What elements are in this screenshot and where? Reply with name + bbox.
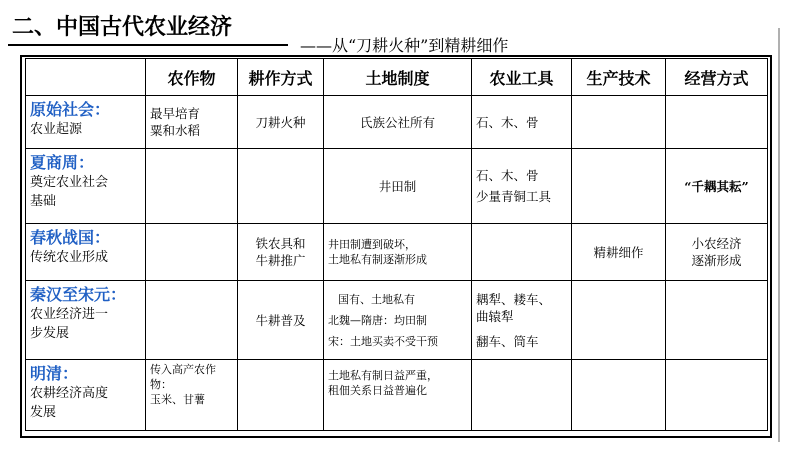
crops-cell bbox=[146, 224, 238, 281]
crops-text: 传入高产农作 bbox=[150, 363, 216, 376]
farming-cell bbox=[238, 281, 324, 360]
tools-text: 少量青铜工具 bbox=[476, 189, 552, 204]
era-cell bbox=[26, 149, 146, 224]
land-cell bbox=[324, 224, 472, 281]
tools-cell bbox=[472, 360, 572, 431]
mgmt-cell bbox=[666, 149, 768, 224]
land-cell bbox=[324, 149, 472, 224]
tech-cell bbox=[572, 96, 666, 149]
crops-cell bbox=[146, 96, 238, 149]
page-title: 二、中国古代农业经济 bbox=[12, 15, 233, 40]
header-land: 土地制度 bbox=[324, 59, 472, 96]
era-desc: 发展 bbox=[30, 405, 57, 420]
era-name: 夏商周： bbox=[30, 153, 95, 172]
era-desc: 传统农业形成 bbox=[30, 250, 109, 265]
table-row bbox=[26, 149, 768, 224]
mgmt-cell bbox=[666, 96, 768, 149]
header-crops: 农作物 bbox=[146, 59, 238, 96]
tools-text: 石、木、骨 bbox=[476, 168, 539, 183]
table-row bbox=[26, 360, 768, 431]
slide-edge bbox=[778, 28, 780, 442]
farming-text: 牛耕普及 bbox=[255, 312, 306, 328]
tech-cell bbox=[572, 149, 666, 224]
mgmt-cell bbox=[666, 360, 768, 431]
era-name: 秦汉至宋元： bbox=[30, 285, 127, 304]
land-text: 租佃关系日益普遍化 bbox=[328, 384, 427, 397]
land-text: 国有、土地私有 bbox=[338, 292, 415, 306]
land-text: 氏族公社所有 bbox=[359, 114, 435, 130]
mgmt-text: “千耦其耘” bbox=[684, 178, 749, 194]
farming-cell bbox=[238, 149, 324, 224]
crops-cell bbox=[146, 360, 238, 431]
era-desc: 基础 bbox=[30, 194, 57, 209]
table-row bbox=[26, 281, 768, 360]
crops-text: 粟和水稻 bbox=[150, 123, 201, 138]
mgmt-text: 逐渐形成 bbox=[691, 253, 742, 268]
crops-text: 最早培育 bbox=[150, 106, 201, 121]
land-text: 土地私有制逐渐形成 bbox=[328, 253, 427, 266]
era-desc: 步发展 bbox=[30, 326, 70, 341]
crops-text: 玉米、甘薯 bbox=[150, 393, 205, 406]
mgmt-text: 小农经济 bbox=[691, 236, 742, 251]
header-mgmt: 经营方式 bbox=[666, 59, 768, 96]
farming-text: 牛耕推广 bbox=[255, 253, 306, 268]
mgmt-cell bbox=[666, 281, 768, 360]
mgmt-cell bbox=[666, 224, 768, 281]
era-name: 明清： bbox=[30, 364, 79, 383]
table-row bbox=[26, 96, 768, 149]
land-cell bbox=[324, 96, 472, 149]
crops-text: 物： bbox=[150, 378, 172, 391]
tools-text: 翻车、筒车 bbox=[476, 333, 539, 349]
header-farming: 耕作方式 bbox=[238, 59, 324, 96]
tech-cell bbox=[572, 224, 666, 281]
tools-cell bbox=[472, 224, 572, 281]
tech-cell bbox=[572, 281, 666, 360]
era-cell bbox=[26, 281, 146, 360]
land-text: 宋：土地买卖不受干预 bbox=[328, 334, 438, 348]
land-text: 井田制 bbox=[378, 178, 417, 194]
tools-text: 石、木、骨 bbox=[476, 114, 539, 130]
tools-text: 曲辕犁 bbox=[476, 308, 514, 324]
land-cell bbox=[324, 281, 472, 360]
farming-cell bbox=[238, 224, 324, 281]
era-name: 春秋战国： bbox=[30, 228, 111, 247]
era-desc: 农耕经济高度 bbox=[30, 386, 109, 401]
era-cell bbox=[26, 224, 146, 281]
era-name: 原始社会： bbox=[30, 100, 111, 119]
tools-cell bbox=[472, 281, 572, 360]
tools-cell bbox=[472, 96, 572, 149]
page-subtitle: ——从“刀耕火种”到精耕细作 bbox=[300, 36, 509, 55]
header-tools: 农业工具 bbox=[472, 59, 572, 96]
land-text: 井田制遭到破坏， bbox=[328, 238, 416, 251]
farming-cell bbox=[238, 360, 324, 431]
land-cell bbox=[324, 360, 472, 431]
era-desc: 奠定农业社会 bbox=[30, 175, 109, 190]
era-cell bbox=[26, 96, 146, 149]
era-desc: 农业经济进一 bbox=[30, 307, 109, 322]
tech-cell bbox=[572, 360, 666, 431]
header-tech: 生产技术 bbox=[572, 59, 666, 96]
title-underline bbox=[8, 44, 288, 46]
header-era bbox=[26, 59, 146, 96]
farming-text: 铁农具和 bbox=[255, 236, 306, 251]
era-cell bbox=[26, 360, 146, 431]
farming-cell bbox=[238, 96, 324, 149]
tech-text: 精耕细作 bbox=[593, 244, 644, 260]
land-text: 北魏—隋唐：均田制 bbox=[328, 313, 427, 327]
agriculture-table bbox=[25, 58, 768, 431]
crops-cell bbox=[146, 149, 238, 224]
farming-text: 刀耕火种 bbox=[255, 114, 306, 130]
crops-cell bbox=[146, 281, 238, 360]
table-row bbox=[26, 224, 768, 281]
table-header-row bbox=[26, 59, 768, 96]
tools-text: 耦犁、耧车、 bbox=[476, 291, 552, 307]
era-desc: 农业起源 bbox=[30, 122, 83, 137]
tools-cell bbox=[472, 149, 572, 224]
land-text: 土地私有制日益严重， bbox=[328, 369, 438, 382]
